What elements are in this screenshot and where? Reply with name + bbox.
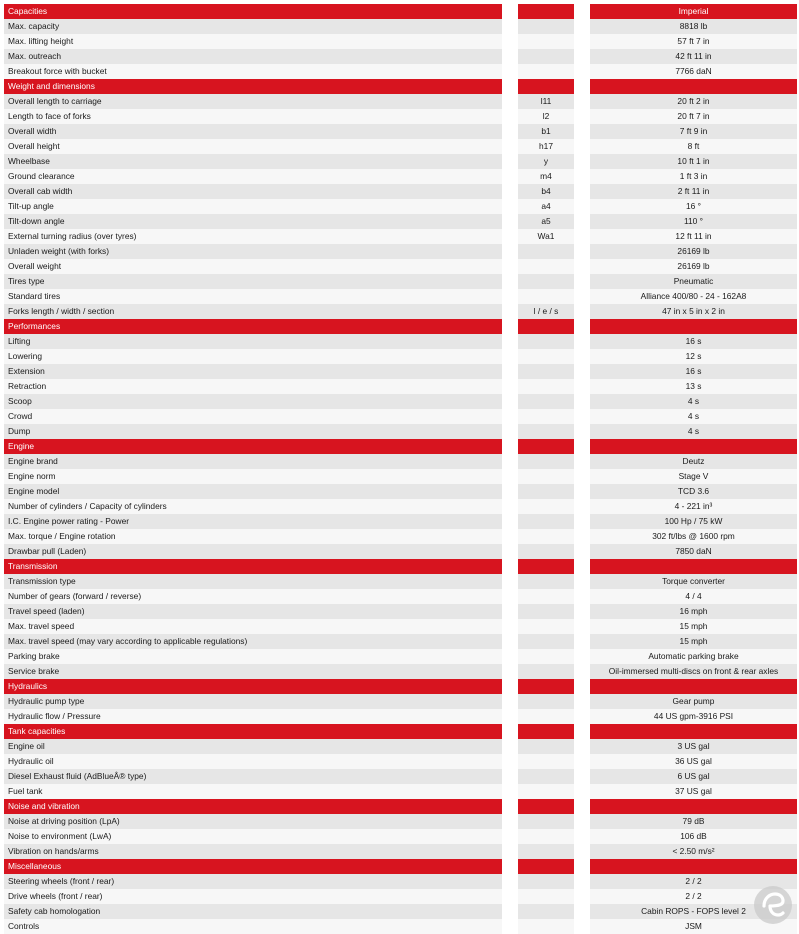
spec-value: 20 ft 7 in <box>590 109 797 124</box>
section-title: Engine <box>4 439 502 454</box>
spec-row <box>0 619 799 634</box>
spec-value: 302 ft/lbs @ 1600 rpm <box>590 529 797 544</box>
spec-code <box>518 724 574 739</box>
section-title: Tank capacities <box>4 724 502 739</box>
spec-row <box>0 169 799 184</box>
section-title: Transmission <box>4 559 502 574</box>
spec-row <box>0 814 799 829</box>
spec-row <box>0 289 799 304</box>
spec-label: Wheelbase <box>4 154 502 169</box>
spec-value: 12 ft 11 in <box>590 229 797 244</box>
spec-code <box>518 49 574 64</box>
spec-code <box>518 79 574 94</box>
spec-label: Forks length / width / section <box>4 304 502 319</box>
spec-label: Steering wheels (front / rear) <box>4 874 502 889</box>
spec-label: Retraction <box>4 379 502 394</box>
spec-value: 16 s <box>590 334 797 349</box>
section-title: Noise and vibration <box>4 799 502 814</box>
spec-label: I.C. Engine power rating - Power <box>4 514 502 529</box>
spec-row <box>0 529 799 544</box>
spec-value: 8 ft <box>590 139 797 154</box>
spec-value: 7850 daN <box>590 544 797 559</box>
section-header-row <box>0 4 799 19</box>
spec-value: 15 mph <box>590 634 797 649</box>
spec-code <box>518 679 574 694</box>
spec-value: 16 s <box>590 364 797 379</box>
section-header-row <box>0 79 799 94</box>
unit-header <box>590 79 797 94</box>
spec-value: 8818 lb <box>590 19 797 34</box>
unit-header: Imperial <box>590 4 797 19</box>
spec-code <box>518 334 574 349</box>
section-header-row <box>0 439 799 454</box>
spec-label: Engine brand <box>4 454 502 469</box>
spec-value: 79 dB <box>590 814 797 829</box>
spec-code <box>518 379 574 394</box>
spec-label: Max. torque / Engine rotation <box>4 529 502 544</box>
spec-value: 37 US gal <box>590 784 797 799</box>
spec-code <box>518 604 574 619</box>
spec-code <box>518 514 574 529</box>
spec-label: Parking brake <box>4 649 502 664</box>
spec-value: Oil-immersed multi-discs on front & rear axles <box>590 664 797 679</box>
spec-row <box>0 484 799 499</box>
spec-value: 4 / 4 <box>590 589 797 604</box>
spec-code <box>518 889 574 904</box>
spec-code: b1 <box>518 124 574 139</box>
spec-code <box>518 274 574 289</box>
unit-header <box>590 799 797 814</box>
spec-label: Engine norm <box>4 469 502 484</box>
spec-code <box>518 454 574 469</box>
spec-row <box>0 19 799 34</box>
unit-header <box>590 319 797 334</box>
spec-code <box>518 649 574 664</box>
spec-code <box>518 349 574 364</box>
spec-row <box>0 259 799 274</box>
spec-value: Cabin ROPS - FOPS level 2 <box>590 904 797 919</box>
unit-header <box>590 859 797 874</box>
spec-row <box>0 889 799 904</box>
spec-code <box>518 694 574 709</box>
section-header-row <box>0 799 799 814</box>
spec-label: Scoop <box>4 394 502 409</box>
spec-row <box>0 769 799 784</box>
section-title: Weight and dimensions <box>4 79 502 94</box>
unit-header <box>590 679 797 694</box>
spec-label: Fuel tank <box>4 784 502 799</box>
spec-row <box>0 304 799 319</box>
spec-row <box>0 214 799 229</box>
spec-label: Extension <box>4 364 502 379</box>
spec-row <box>0 574 799 589</box>
spec-label: Drive wheels (front / rear) <box>4 889 502 904</box>
spec-label: Travel speed (laden) <box>4 604 502 619</box>
spec-row <box>0 379 799 394</box>
spec-value: 26169 lb <box>590 259 797 274</box>
spec-row <box>0 874 799 889</box>
spec-row <box>0 199 799 214</box>
spec-value: 26169 lb <box>590 244 797 259</box>
spec-code <box>518 709 574 724</box>
spec-value: 4 s <box>590 409 797 424</box>
spec-value: Deutz <box>590 454 797 469</box>
spec-row <box>0 604 799 619</box>
spec-label: Engine model <box>4 484 502 499</box>
spec-code: b4 <box>518 184 574 199</box>
section-header-row <box>0 559 799 574</box>
spec-label: Lowering <box>4 349 502 364</box>
section-header-row <box>0 724 799 739</box>
spec-code <box>518 814 574 829</box>
spec-table <box>0 4 799 934</box>
spec-row <box>0 664 799 679</box>
spec-row <box>0 709 799 724</box>
spec-code <box>518 619 574 634</box>
spec-row <box>0 394 799 409</box>
spec-label: Diesel Exhaust fluid (AdBlueÂ® type) <box>4 769 502 784</box>
spec-code <box>518 844 574 859</box>
spec-row <box>0 409 799 424</box>
spec-label: Number of cylinders / Capacity of cylinders <box>4 499 502 514</box>
spec-row <box>0 454 799 469</box>
spec-value: 2 / 2 <box>590 874 797 889</box>
spec-value: Torque converter <box>590 574 797 589</box>
spec-code <box>518 289 574 304</box>
spec-row <box>0 589 799 604</box>
spec-code <box>518 754 574 769</box>
spec-value: 13 s <box>590 379 797 394</box>
spec-value: 7 ft 9 in <box>590 124 797 139</box>
spec-value: 110 ° <box>590 214 797 229</box>
spec-label: Max. outreach <box>4 49 502 64</box>
spec-code <box>518 784 574 799</box>
spec-code <box>518 634 574 649</box>
spec-code <box>518 244 574 259</box>
spec-label: Standard tires <box>4 289 502 304</box>
spec-value: TCD 3.6 <box>590 484 797 499</box>
spec-value: 106 dB <box>590 829 797 844</box>
spec-code: a4 <box>518 199 574 214</box>
section-title: Performances <box>4 319 502 334</box>
spec-label: Tires type <box>4 274 502 289</box>
spec-value: Alliance 400/80 - 24 - 162A8 <box>590 289 797 304</box>
spec-label: Hydraulic flow / Pressure <box>4 709 502 724</box>
spec-label: Overall cab width <box>4 184 502 199</box>
spec-code <box>518 364 574 379</box>
spec-value: Stage V <box>590 469 797 484</box>
spec-value: 7766 daN <box>590 64 797 79</box>
spec-label: Length to face of forks <box>4 109 502 124</box>
spec-value: 1 ft 3 in <box>590 169 797 184</box>
section-title: Miscellaneous <box>4 859 502 874</box>
spec-label: Tilt-up angle <box>4 199 502 214</box>
spec-row <box>0 829 799 844</box>
spec-value: 57 ft 7 in <box>590 34 797 49</box>
spec-code: Wa1 <box>518 229 574 244</box>
spec-code: h17 <box>518 139 574 154</box>
spec-row <box>0 514 799 529</box>
spec-value: 36 US gal <box>590 754 797 769</box>
spec-label: Engine oil <box>4 739 502 754</box>
unit-header <box>590 439 797 454</box>
section-header-row <box>0 679 799 694</box>
spec-row <box>0 364 799 379</box>
spec-code <box>518 874 574 889</box>
spec-row <box>0 139 799 154</box>
spec-value: 4 s <box>590 394 797 409</box>
spec-code <box>518 859 574 874</box>
spec-value: 47 in x 5 in x 2 in <box>590 304 797 319</box>
spec-code <box>518 4 574 19</box>
section-header-row <box>0 859 799 874</box>
spec-code <box>518 574 574 589</box>
spec-code: a5 <box>518 214 574 229</box>
spec-code <box>518 919 574 934</box>
unit-header <box>590 724 797 739</box>
spec-value: 4 - 221 in³ <box>590 499 797 514</box>
spec-code <box>518 799 574 814</box>
e-logo-icon <box>752 884 794 926</box>
spec-value: 4 s <box>590 424 797 439</box>
spec-code <box>518 469 574 484</box>
spec-row <box>0 649 799 664</box>
unit-header <box>590 559 797 574</box>
spec-label: Drawbar pull (Laden) <box>4 544 502 559</box>
spec-code <box>518 424 574 439</box>
spec-code <box>518 64 574 79</box>
spec-label: Max. lifting height <box>4 34 502 49</box>
spec-code <box>518 259 574 274</box>
spec-code <box>518 394 574 409</box>
spec-row <box>0 109 799 124</box>
spec-row <box>0 739 799 754</box>
section-title: Hydraulics <box>4 679 502 694</box>
spec-label: Ground clearance <box>4 169 502 184</box>
spec-code <box>518 19 574 34</box>
spec-value: 42 ft 11 in <box>590 49 797 64</box>
spec-value: 3 US gal <box>590 739 797 754</box>
spec-value: Gear pump <box>590 694 797 709</box>
spec-code <box>518 559 574 574</box>
spec-value: 16 mph <box>590 604 797 619</box>
spec-code <box>518 529 574 544</box>
spec-label: Safety cab homologation <box>4 904 502 919</box>
spec-row <box>0 424 799 439</box>
spec-label: Overall height <box>4 139 502 154</box>
spec-row <box>0 34 799 49</box>
spec-label: Hydraulic oil <box>4 754 502 769</box>
spec-label: Max. travel speed (may vary according to applicable regulations) <box>4 634 502 649</box>
spec-code <box>518 664 574 679</box>
spec-code <box>518 409 574 424</box>
spec-label: Breakout force with bucket <box>4 64 502 79</box>
spec-code <box>518 319 574 334</box>
spec-label: Controls <box>4 919 502 934</box>
spec-value: Automatic parking brake <box>590 649 797 664</box>
spec-label: Tilt-down angle <box>4 214 502 229</box>
spec-value: < 2.50 m/s² <box>590 844 797 859</box>
section-header-row <box>0 319 799 334</box>
spec-row <box>0 919 799 934</box>
spec-label: Noise to environment (LwA) <box>4 829 502 844</box>
spec-row <box>0 64 799 79</box>
spec-code <box>518 739 574 754</box>
spec-code <box>518 499 574 514</box>
spec-value: JSM <box>590 919 797 934</box>
spec-label: Dump <box>4 424 502 439</box>
spec-value: 100 Hp / 75 kW <box>590 514 797 529</box>
spec-row <box>0 94 799 109</box>
spec-code: y <box>518 154 574 169</box>
spec-value: 15 mph <box>590 619 797 634</box>
spec-code: l11 <box>518 94 574 109</box>
spec-value: 6 US gal <box>590 769 797 784</box>
spec-value: 44 US gpm-3916 PSI <box>590 709 797 724</box>
spec-label: Vibration on hands/arms <box>4 844 502 859</box>
spec-code <box>518 589 574 604</box>
spec-row <box>0 694 799 709</box>
spec-code <box>518 439 574 454</box>
spec-value: 20 ft 2 in <box>590 94 797 109</box>
spec-row <box>0 229 799 244</box>
spec-value: 12 s <box>590 349 797 364</box>
spec-label: Overall weight <box>4 259 502 274</box>
spec-label: External turning radius (over tyres) <box>4 229 502 244</box>
spec-row <box>0 469 799 484</box>
spec-value: 10 ft 1 in <box>590 154 797 169</box>
spec-code <box>518 829 574 844</box>
spec-label: Hydraulic pump type <box>4 694 502 709</box>
section-title: Capacities <box>4 4 502 19</box>
spec-label: Overall length to carriage <box>4 94 502 109</box>
spec-row <box>0 274 799 289</box>
spec-row <box>0 634 799 649</box>
spec-label: Number of gears (forward / reverse) <box>4 589 502 604</box>
spec-code <box>518 484 574 499</box>
spec-row <box>0 244 799 259</box>
spec-row <box>0 124 799 139</box>
spec-label: Crowd <box>4 409 502 424</box>
spec-value: 2 ft 11 in <box>590 184 797 199</box>
spec-row <box>0 784 799 799</box>
spec-row <box>0 154 799 169</box>
spec-label: Overall width <box>4 124 502 139</box>
spec-row <box>0 754 799 769</box>
spec-row <box>0 49 799 64</box>
spec-value: Pneumatic <box>590 274 797 289</box>
spec-row <box>0 334 799 349</box>
spec-label: Max. capacity <box>4 19 502 34</box>
spec-row <box>0 499 799 514</box>
spec-code: m4 <box>518 169 574 184</box>
spec-code <box>518 544 574 559</box>
spec-label: Noise at driving position (LpA) <box>4 814 502 829</box>
spec-code <box>518 904 574 919</box>
spec-code: l / e / s <box>518 304 574 319</box>
spec-label: Transmission type <box>4 574 502 589</box>
spec-label: Max. travel speed <box>4 619 502 634</box>
spec-label: Unladen weight (with forks) <box>4 244 502 259</box>
spec-row <box>0 349 799 364</box>
spec-row <box>0 184 799 199</box>
spec-row <box>0 544 799 559</box>
spec-value: 16 ° <box>590 199 797 214</box>
spec-code <box>518 34 574 49</box>
spec-label: Lifting <box>4 334 502 349</box>
spec-row <box>0 904 799 919</box>
spec-code <box>518 769 574 784</box>
spec-row <box>0 844 799 859</box>
spec-label: Service brake <box>4 664 502 679</box>
spec-value: 2 / 2 <box>590 889 797 904</box>
spec-code: l2 <box>518 109 574 124</box>
